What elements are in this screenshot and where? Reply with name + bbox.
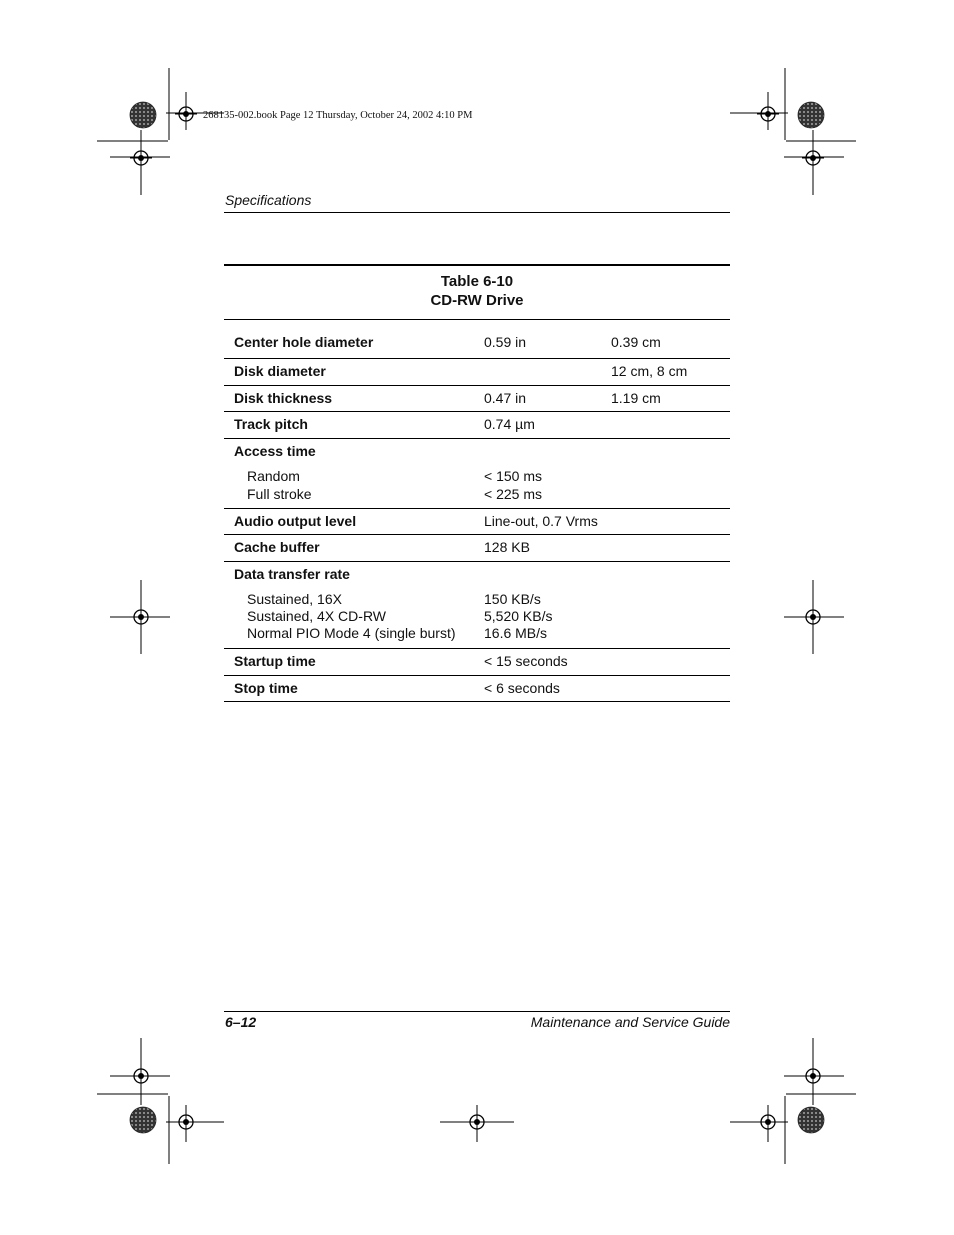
row-label: Stop time [234,680,298,696]
spec-table [224,330,730,702]
row-label: Access time [234,443,316,459]
running-head: Specifications [225,192,312,208]
header-rule [224,212,730,213]
sub-value: 5,520 KB/s [484,608,553,624]
table-row [224,562,730,649]
footer-title: Maintenance and Service Guide [530,1014,730,1030]
row-label: Center hole diameter [234,334,374,350]
row-value: < 6 seconds [484,680,560,696]
row-value-metric: 0.39 cm [611,334,661,350]
sub-value: < 150 ms [484,468,542,484]
row-value: Line-out, 0.7 Vrms [484,513,598,529]
sub-value: 150 KB/s [484,591,541,607]
row-value-metric: 1.19 cm [611,390,661,406]
page-number: 6–12 [225,1014,257,1030]
book-stamp: 268135-002.book Page 12 Thursday, October 24, 2002 4:10 PM [203,110,473,121]
table-row [224,509,730,535]
sub-label: Normal PIO Mode 4 (single burst) [247,625,456,641]
table-row [224,330,730,359]
row-label: Startup time [234,653,316,669]
table-row [224,412,730,439]
table-row [224,535,730,562]
row-label: Track pitch [234,416,308,432]
row-label: Disk thickness [234,390,333,406]
table-row [224,676,730,702]
row-value: 0.74 µm [484,416,535,432]
row-value-imperial: 0.59 in [484,334,527,350]
caption-rule [224,319,730,320]
table-title: CD-RW Drive [430,292,524,309]
row-value-imperial: 0.47 in [484,390,527,406]
sub-label: Sustained, 4X CD-RW [247,608,387,624]
sub-value: < 225 ms [484,486,542,502]
table-top-rule [224,264,730,266]
row-label: Disk diameter [234,363,326,379]
table-row [224,649,730,676]
sub-label: Random [247,468,300,484]
row-value: < 15 seconds [484,653,568,669]
table-row [224,359,730,386]
sub-value: 16.6 MB/s [484,625,548,641]
row-value: 128 KB [484,539,530,555]
row-label: Audio output level [234,513,357,529]
row-label: Data transfer rate [234,566,350,582]
row-value-metric: 12 cm, 8 cm [611,363,688,379]
row-label: Cache buffer [234,539,320,555]
table-row [224,386,730,412]
footer-rule [224,1011,730,1012]
sub-label: Sustained, 16X [247,591,342,607]
sub-label: Full stroke [247,486,312,502]
table-caption [224,272,730,310]
table-row [224,439,730,509]
table-number: Table 6-10 [440,273,514,290]
